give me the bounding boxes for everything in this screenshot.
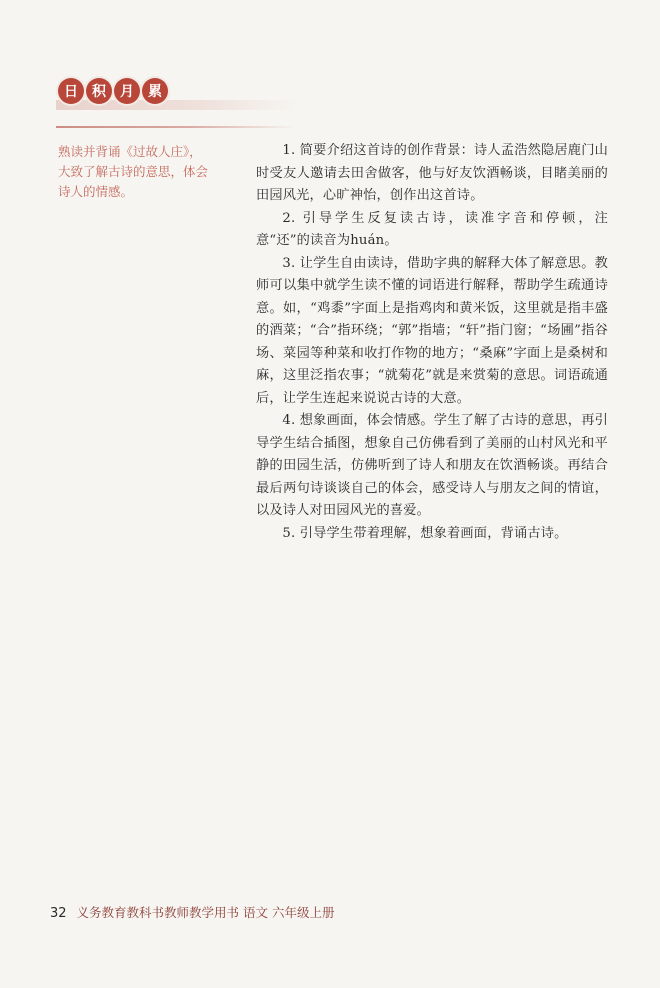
section-title-char: 日 xyxy=(58,78,84,104)
paragraph: 2. 引导学生反复读古诗，读准字音和停顿，注意“还”的读音为huán。 xyxy=(256,210,608,248)
paragraph: 5. 引导学生带着理解，想象着画面，背诵古诗。 xyxy=(282,525,568,541)
paragraph: 4. 想象画面，体会情感。学生了解了古诗的意思，再引导学生结合插图，想象自己仿佛看到了美丽的山村风光和平静的田园生活，仿佛听到了诗人和朋友在饮酒畅谈。再结合最后两句诗谈谈自己的体会，感受诗人与朋友之间的情谊，以及诗人对田园风光的喜爱。 xyxy=(256,413,608,518)
body-text xyxy=(256,140,608,545)
page-footer xyxy=(50,903,335,921)
paragraph: 1. 简要介绍这首诗的创作背景：诗人孟浩然隐居鹿门山时受友人邀请去田舍做客，他与好友饮酒畅谈，目睹美丽的田园风光，心旷神怡，创作出这首诗。 xyxy=(256,143,608,203)
section-title xyxy=(58,78,168,104)
section-title-char: 积 xyxy=(86,78,112,104)
section-header xyxy=(56,74,168,108)
page-number: 32 xyxy=(50,906,67,921)
section-title-char: 月 xyxy=(114,78,140,104)
side-note: 熟读并背诵《过故人庄》，大致了解古诗的意思，体会诗人的情感。 xyxy=(58,144,209,199)
section-title-char: 累 xyxy=(142,78,168,104)
header-rule xyxy=(56,126,296,128)
book-title: 义务教育教科书教师教学用书 语文 六年级上册 xyxy=(76,905,335,920)
paragraph: 3. 让学生自由读诗，借助字典的解释大体了解意思。教师可以集中就学生读不懂的词语进行解释，帮助学生疏通诗意。如，“鸡黍”字面上是指鸡肉和黄米饭，这里就是指丰盛的酒菜；“合”指环绕；“郭”指墙；“轩”指门窗；“场圃”指谷场、菜园等种菜和收打作物的地方；“桑麻”字面上是桑树和麻，这里泛指农事；“就菊花”就是来赏菊的意思。词语疏通后，让学生连起来说说古诗的大意。 xyxy=(256,255,608,406)
